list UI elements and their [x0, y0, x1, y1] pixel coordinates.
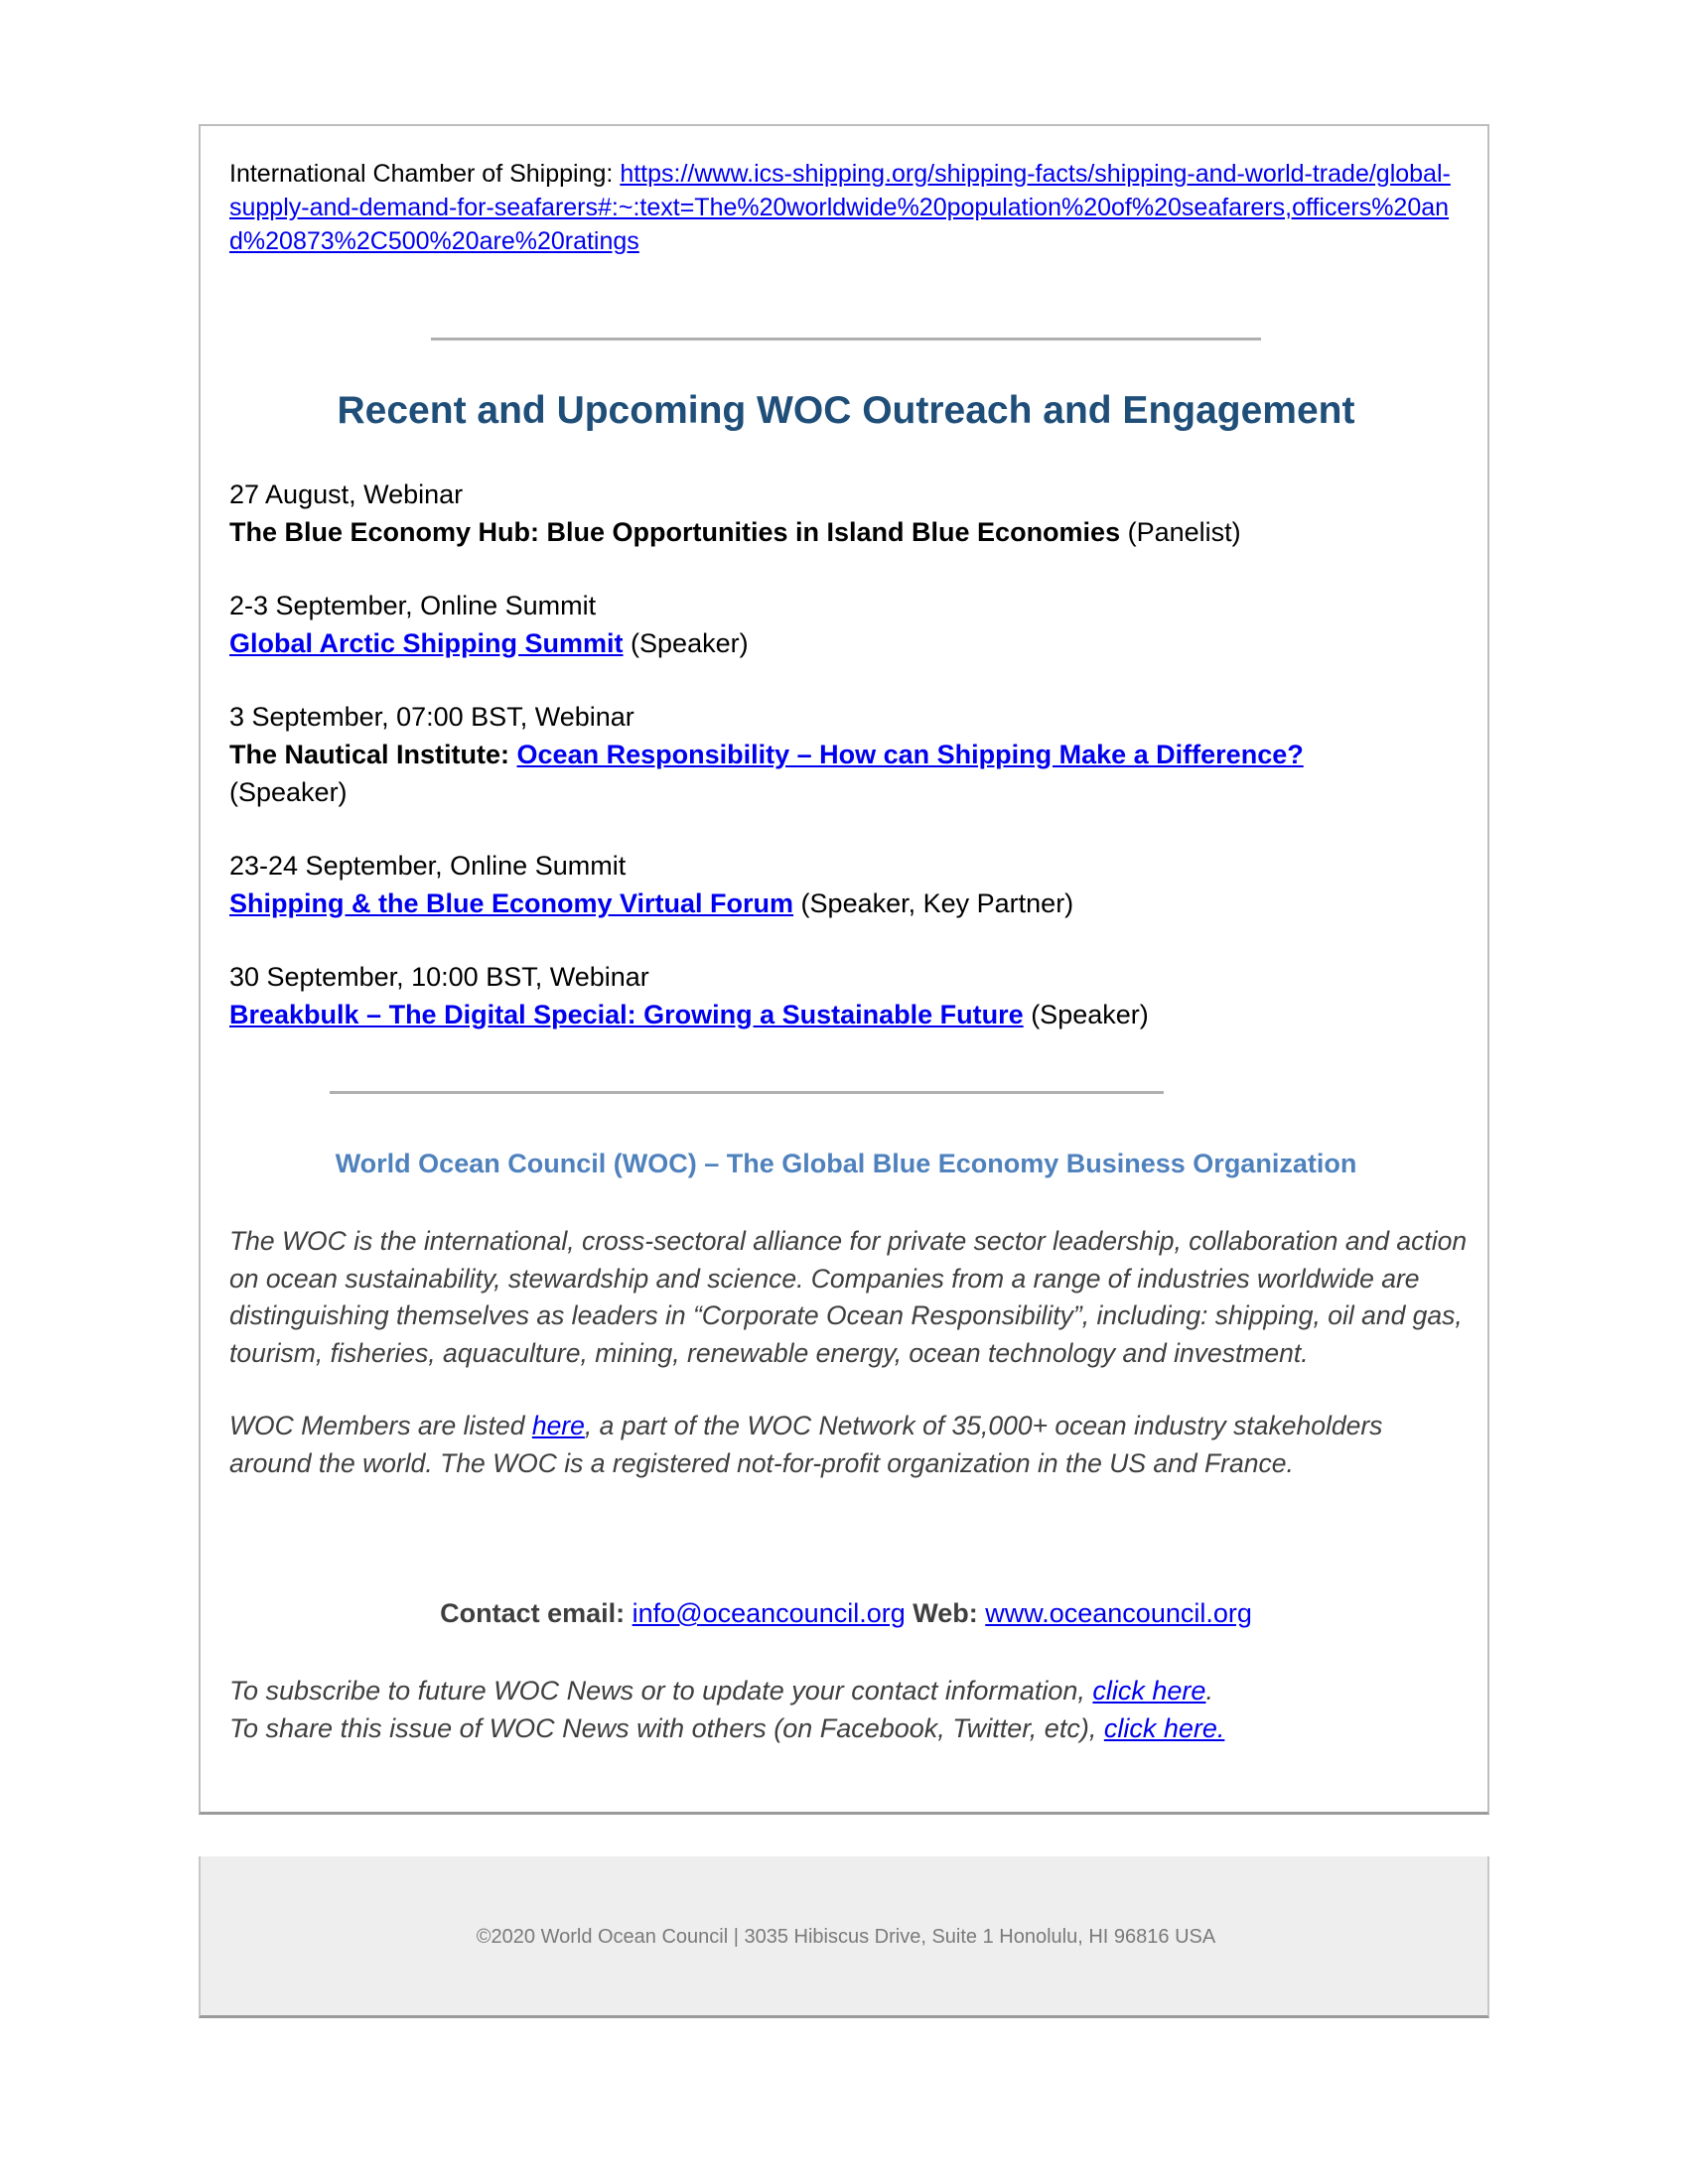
members-text: WOC Members are listed — [229, 1411, 532, 1440]
members-text-rest: , a part of the WOC Network of 35,000+ ocean industry stakeholders around the world. The WOC is a registered not-for-profit organization in the US and France. — [229, 1411, 1383, 1478]
divider-bottom — [330, 1091, 1164, 1094]
newsletter-card — [199, 124, 1489, 1815]
event-link[interactable]: Global Arctic Shipping Summit — [229, 628, 624, 658]
footer-address: ©2020 World Ocean Council | 3035 Hibiscus Drive, Suite 1 Honolulu, HI 96816 USA — [476, 1926, 1216, 1948]
share-text: To share this issue of WOC News with others (on Facebook, Twitter, etc), — [229, 1712, 1104, 1743]
org-about — [229, 1223, 1471, 1518]
event-item — [229, 587, 1471, 662]
event-role: (Speaker) — [1023, 1000, 1149, 1029]
subscribe-link[interactable]: click here — [1092, 1676, 1206, 1706]
members-link[interactable]: here — [531, 1411, 585, 1440]
event-link[interactable]: Shipping & the Blue Economy Virtual Forum — [229, 888, 794, 918]
event-role: (Panelist) — [1120, 517, 1241, 547]
subscribe-text: To subscribe to future WOC News or to update your contact information, — [229, 1676, 1093, 1706]
reference-label: International Chamber of Shipping: — [229, 160, 621, 188]
event-role: (Speaker) — [229, 777, 348, 807]
event-date: 2-3 September, Online Summit — [229, 591, 597, 620]
event-item — [229, 958, 1471, 1033]
reference-paragraph — [229, 157, 1453, 258]
section-title: Recent and Upcoming WOC Outreach and Engagement — [337, 389, 1355, 432]
divider-top — [431, 338, 1261, 341]
share-line — [229, 1710, 1471, 1748]
contact-web-link[interactable]: www.oceancouncil.org — [985, 1598, 1252, 1628]
event-item — [229, 698, 1471, 811]
subscribe-block — [229, 1673, 1471, 1747]
event-date: 27 August, Webinar — [229, 479, 464, 509]
contact-email-label: Contact email: — [440, 1598, 633, 1628]
footer — [199, 1856, 1489, 2018]
subscribe-period: . — [1205, 1676, 1213, 1706]
event-item — [229, 476, 1471, 551]
reference-link[interactable]: https://www.ics-shipping.org/shipping-facts/shipping-and-world-trade/global-supply-and-demand-for-seafarers#:~:text=The%20worldwide%20population%20of%20seafarers,officers%20and%20873%2C500%20are%20ratings — [229, 160, 1451, 255]
event-link[interactable]: Breakbulk – The Digital Special: Growing a Sustainable Future — [229, 1000, 1024, 1029]
event-date: 3 September, 07:00 BST, Webinar — [229, 702, 634, 732]
contact-line — [201, 1598, 1491, 1629]
about-paragraph: The WOC is the international, cross-sectoral alliance for private sector leadership, collaboration and action on ocean sustainability, stewardship and science. Companies from a range of industries worldwide are distinguishing themselves as leaders in “Corporate Ocean Responsibility”, including: shipping, oil and gas, tourism, fisheries, aquaculture, mining, renewable energy, ocean technology and investment. — [229, 1226, 1468, 1368]
org-title: World Ocean Council (WOC) – The Global Blue Economy Business Organization — [335, 1149, 1357, 1178]
event-organizer: The Nautical Institute: — [229, 740, 517, 769]
events-list — [229, 476, 1471, 1069]
event-link[interactable]: Ocean Responsibility – How can Shipping Make a Difference? — [516, 740, 1304, 769]
members-paragraph — [229, 1408, 1471, 1482]
event-date: 30 September, 10:00 BST, Webinar — [229, 962, 649, 992]
event-role: (Speaker) — [623, 628, 749, 658]
subscribe-line — [229, 1673, 1471, 1710]
contact-web-label: Web: — [905, 1598, 986, 1628]
event-role: (Speaker, Key Partner) — [793, 888, 1074, 918]
event-item — [229, 847, 1471, 922]
event-date: 23-24 September, Online Summit — [229, 851, 627, 881]
contact-email-link[interactable]: info@oceancouncil.org — [632, 1598, 906, 1628]
reference-block — [229, 157, 1471, 258]
event-name: The Blue Economy Hub: Blue Opportunities in Island Blue Economies — [229, 517, 1121, 547]
share-link[interactable]: click here. — [1103, 1712, 1225, 1743]
